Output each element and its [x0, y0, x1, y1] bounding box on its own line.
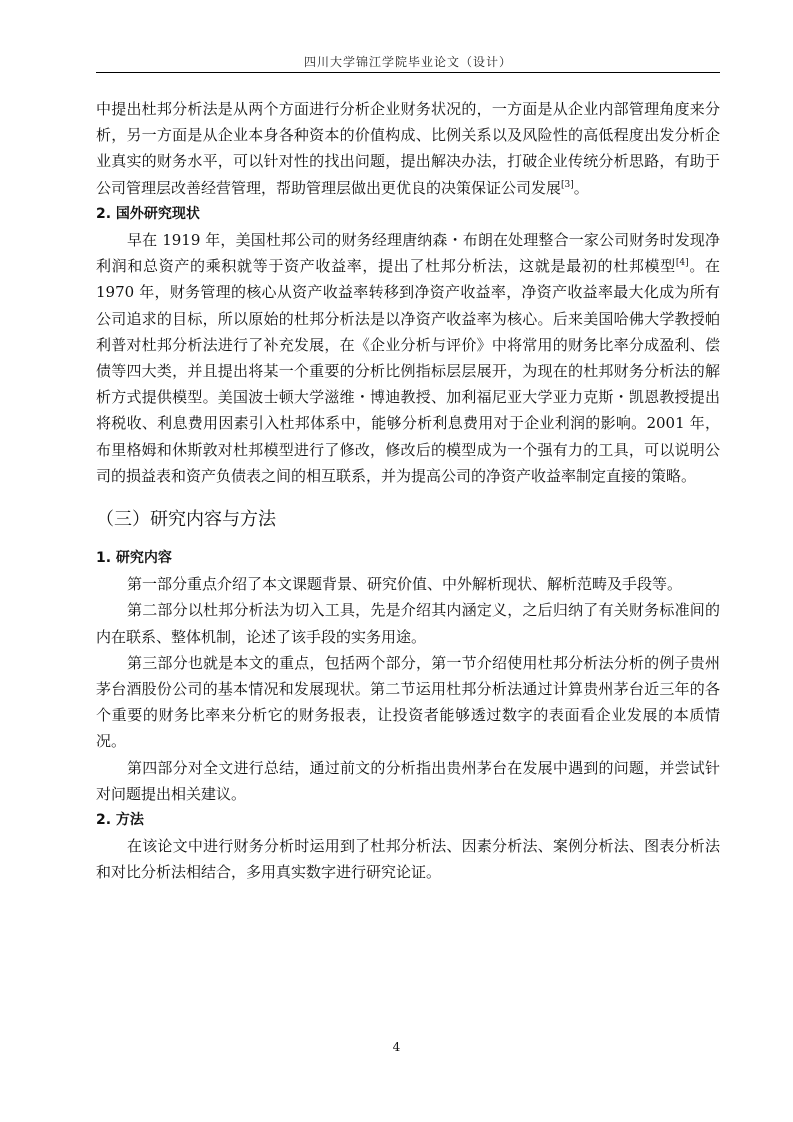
page-header-title: 四川大学锦江学院毕业论文（设计） [303, 55, 512, 69]
paragraph-method: 在该论文中进行财务分析时运用到了杜邦分析法、因素分析法、案例分析法、图表分析法和对比分析法相结合，多用真实数字进行研究论证。 [96, 837, 720, 882]
section-title: （三）研究内容与方法 [96, 509, 276, 531]
subheading-research-content: 1. 研究内容 [96, 550, 172, 567]
paragraph-end: 。 [573, 178, 589, 197]
subheading-foreign-research: 2. 国外研究现状 [96, 205, 200, 222]
paragraph-text: 早在 1919 年，美国杜邦公司的财务经理唐纳森・布朗在处理整合一家公司财务时发现净利润和总资产的乘积就等于资产收益率，提出了杜邦分析法，这就是最初的杜邦模型 [96, 231, 720, 276]
paragraph-part-two: 第二部分以杜邦分析法为切入工具，先是介绍其内涵定义，之后归纳了有关财务标准间的内在联系、整体机制，论述了该手段的实务用途。 [96, 601, 720, 646]
paragraph-dupont-intro [96, 96, 720, 201]
paragraph-text-continued: 。在 1970 年，财务管理的核心从资产收益率转移到净资产收益率，净资产收益率最大化成为所有公司追求的目标，所以原始的杜邦分析法是以净资产收益率为核心。后来美国哈佛大学教授帕利普对杜邦分析法进行了补充发展，在《企业分析与评价》中将常用的财务比率分成盈利、偿债等四大类，并且提出将某一个重要的分析比例指标层层展开，为现在的杜邦财务分析法的解析方式提供模型。美国波士顿大学滋维・博迪教授、加利福尼亚大学亚力克斯・凯恩教授提出将税收、利息费用因素引入杜邦体系中，能够分析利息费用对于企业利润的影响。2001 年，布里格姆和休斯敦对杜邦模型进行了修改，修改后的模型成为一个强有力的工具，可以说明公司的损益表和资产负债表之间的相互联系，并为提高公司的净资产收益率制定直接的策略。 [96, 257, 720, 485]
paragraph-foreign-research [96, 227, 720, 489]
paragraph-part-four: 第四部分对全文进行总结，通过前文的分析指出贵州茅台在发展中遇到的问题，并尝试针对问题提出相关建议。 [96, 758, 720, 803]
page-body [96, 96, 720, 886]
page-number: 4 [392, 1040, 401, 1054]
paragraph-part-three: 第三部分也就是本文的重点，包括两个部分，第一节介绍使用杜邦分析法分析的例子贵州茅台酒股份公司的基本情况和发展现状。第二节运用杜邦分析法通过计算贵州茅台近三年的各个重要的财务比率来分析它的财务报表，让投资者能够透过数字的表面看企业发展的本质情况。 [96, 653, 720, 751]
paragraph-part-one: 第一部分重点介绍了本文课题背景、研究价值、中外解析现状、解析范畴及手段等。 [127, 575, 683, 594]
citation-3: [3] [561, 179, 574, 190]
paragraph-text: 中提出杜邦分析法是从两个方面进行分析企业财务状况的，一方面是从企业内部管理角度来分析，另一方面是从企业本身各种资本的价值构成、比例关系以及风险性的高低程度出发分析企业真实的财务水平，可以针对性的找出问题，提出解决办法，打破企业传统分析思路，有助于公司管理层改善经营管理，帮助管理层做出更优良的决策保证公司发展 [96, 100, 720, 197]
header-divider [96, 72, 720, 73]
citation-4: [4] [675, 258, 689, 269]
subheading-method: 2. 方法 [96, 812, 144, 829]
